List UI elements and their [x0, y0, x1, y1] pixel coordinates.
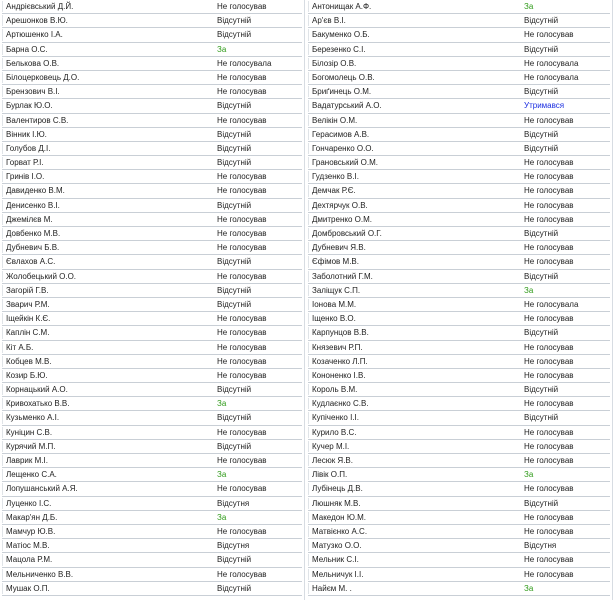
deputy-vote-row	[2, 383, 302, 397]
deputy-name[interactable]: Дубневич Я.В.	[312, 243, 366, 253]
vote-result: Не голосував	[217, 229, 267, 238]
vote-result: Не голосувала	[524, 299, 579, 309]
deputy-name[interactable]: Домбровський О.Г.	[312, 229, 382, 238]
deputy-name[interactable]: Мельничук І.І.	[312, 569, 364, 579]
vote-result: Не голосував	[217, 172, 267, 182]
deputy-name[interactable]: Заліщук С.П.	[312, 285, 361, 295]
vote-result: Відсутній	[524, 129, 559, 139]
deputy-name[interactable]: Кузьменко А.І.	[6, 413, 60, 423]
deputy-name[interactable]: Македон Ю.М.	[312, 512, 367, 522]
deputy-vote-row	[2, 326, 302, 340]
deputy-name[interactable]: Євлахов А.С.	[6, 257, 56, 267]
deputy-name[interactable]: Велікін О.М.	[312, 115, 358, 125]
deputy-vote-row	[308, 14, 610, 28]
deputy-name[interactable]: Бурлак Ю.О.	[6, 101, 53, 111]
deputy-vote-row	[308, 326, 610, 340]
deputy-name[interactable]: Жолобецький О.О.	[6, 271, 77, 281]
deputy-vote-row	[2, 355, 302, 369]
vote-result: Відсутня	[524, 541, 557, 551]
deputy-vote-row	[2, 482, 302, 496]
deputy-name[interactable]: Довбенко М.В.	[6, 229, 61, 238]
deputy-vote-row	[308, 582, 610, 596]
left-vote-column	[2, 0, 302, 596]
deputy-vote-row	[308, 170, 610, 184]
deputy-name[interactable]: Мельниченко В.В.	[6, 569, 74, 579]
deputy-name[interactable]: Андрієвський Д.Й.	[6, 2, 74, 11]
deputy-vote-row	[2, 426, 302, 440]
deputy-name[interactable]: Богомолець О.В.	[312, 72, 375, 82]
deputy-name[interactable]: Кононенко І.В.	[312, 370, 366, 380]
deputy-name[interactable]: Гончаренко О.О.	[312, 143, 374, 153]
deputy-vote-row	[308, 28, 610, 42]
vote-result: Відсутній	[217, 441, 252, 451]
deputy-name[interactable]: Мамчур Ю.В.	[6, 526, 56, 536]
deputy-name[interactable]: Демчак Р.Є.	[312, 186, 356, 196]
vote-result: За	[217, 470, 227, 480]
vote-result: Не голосував	[524, 172, 574, 182]
vote-result: Не голосував	[524, 484, 574, 494]
vote-result: Не голосував	[217, 484, 267, 494]
deputy-name[interactable]: Козир Б.Ю.	[6, 370, 48, 380]
vote-result: Відсутній	[524, 143, 559, 153]
deputy-vote-row	[2, 582, 302, 596]
deputy-vote-row	[308, 57, 610, 71]
deputy-vote-row	[308, 270, 610, 284]
deputy-name[interactable]: Каплін С.М.	[6, 328, 50, 338]
deputy-name[interactable]: Лопушанський А.Я.	[6, 484, 78, 494]
vote-result: За	[524, 285, 534, 295]
vote-result: Відсутній	[217, 583, 252, 593]
vote-result: Відсутній	[217, 385, 252, 395]
deputy-name[interactable]: Голубов Д.І.	[6, 143, 51, 153]
deputy-vote-row	[308, 128, 610, 142]
vote-result: Не голосувала	[524, 58, 579, 68]
deputy-name[interactable]: Карпунцов В.В.	[312, 328, 369, 338]
deputy-vote-row	[2, 0, 302, 14]
vote-result: Не голосував	[217, 526, 267, 536]
vote-result: За	[217, 44, 227, 54]
table-right-border	[612, 0, 613, 600]
deputy-name[interactable]: Джемілєв М.	[6, 214, 53, 224]
deputy-name[interactable]: Куніцин С.В.	[6, 427, 53, 437]
vote-result: Відсутній	[524, 87, 559, 97]
deputy-name[interactable]: Герасимов А.В.	[312, 129, 370, 139]
deputy-name[interactable]: Корнацький А.О.	[6, 385, 68, 395]
deputy-vote-row	[308, 284, 610, 298]
deputy-vote-row	[2, 440, 302, 454]
deputy-vote-row	[308, 568, 610, 582]
vote-result: Відсутній	[217, 101, 252, 111]
deputy-vote-row	[308, 85, 610, 99]
vote-result: Не голосував	[524, 526, 574, 536]
vote-result: Не голосував	[217, 186, 267, 196]
deputy-name[interactable]: Король В.М.	[312, 385, 358, 395]
deputy-name[interactable]: Луценко І.С.	[6, 498, 52, 508]
vote-result: Не голосував	[217, 370, 267, 380]
deputy-name[interactable]: Іщейкін К.Є.	[6, 314, 51, 324]
column-divider	[304, 0, 305, 600]
deputy-vote-row	[2, 255, 302, 269]
vote-result: За	[524, 583, 534, 593]
deputy-name[interactable]: Люшняк М.В.	[312, 498, 361, 508]
vote-result: Відсутня	[217, 498, 250, 508]
deputy-vote-row	[308, 199, 610, 213]
deputy-vote-row	[308, 511, 610, 525]
deputy-vote-row	[2, 28, 302, 42]
vote-result: Не голосував	[524, 200, 574, 210]
vote-result: Не голосував	[524, 555, 574, 565]
deputy-vote-row	[308, 553, 610, 567]
vote-result: Відсутній	[217, 129, 252, 139]
vote-result: Відсутня	[217, 541, 250, 551]
deputy-vote-row	[2, 369, 302, 383]
vote-result: Не голосував	[524, 441, 574, 451]
vote-result: Не голосував	[217, 87, 267, 97]
deputy-vote-row	[308, 426, 610, 440]
deputy-vote-row	[2, 454, 302, 468]
deputy-vote-row	[308, 213, 610, 227]
vote-result: Відсутній	[524, 16, 559, 26]
deputy-vote-row	[2, 128, 302, 142]
deputy-name[interactable]: Лещенко С.А.	[6, 470, 57, 480]
deputy-vote-row	[2, 14, 302, 28]
vote-result: Не голосував	[217, 314, 267, 324]
deputy-name[interactable]: Валентиров С.В.	[6, 115, 69, 125]
deputy-vote-row	[308, 497, 610, 511]
deputy-name[interactable]: Брензович В.І.	[6, 87, 60, 97]
deputy-vote-row	[308, 241, 610, 255]
deputy-vote-row	[308, 383, 610, 397]
vote-result: Не голосував	[217, 72, 267, 82]
deputy-name[interactable]: Лесюк Я.В.	[312, 456, 353, 465]
deputy-name[interactable]: Дубневич Б.В.	[6, 243, 60, 253]
deputy-vote-row	[308, 341, 610, 355]
vote-result: Не голосував	[217, 328, 267, 338]
vote-result: Не голосував	[217, 214, 267, 224]
vote-result: Не голосував	[524, 30, 574, 40]
deputy-vote-row	[308, 156, 610, 170]
deputy-vote-row	[2, 553, 302, 567]
deputy-name[interactable]: Кривохатько В.В.	[6, 399, 70, 409]
deputy-name[interactable]: Мацола Р.М.	[6, 555, 53, 565]
vote-result: Не голосував	[217, 2, 267, 11]
vote-result: Відсутній	[524, 498, 559, 508]
deputy-vote-row	[2, 43, 302, 57]
vote-result: Відсутній	[524, 229, 559, 238]
vote-result: За	[217, 399, 227, 409]
deputy-vote-row	[2, 511, 302, 525]
vote-result: Не голосував	[524, 186, 574, 196]
deputy-vote-row	[308, 482, 610, 496]
vote-result: Відсутній	[217, 299, 252, 309]
deputy-vote-row	[2, 497, 302, 511]
vote-result: За	[217, 512, 227, 522]
deputy-vote-row	[2, 341, 302, 355]
deputy-vote-row	[308, 525, 610, 539]
deputy-name[interactable]: Макар'ян Д.Б.	[6, 512, 58, 522]
vote-result: Не голосував	[524, 257, 574, 267]
deputy-name[interactable]: Мушак О.П.	[6, 583, 50, 593]
deputy-name[interactable]: Іонова М.М.	[312, 299, 357, 309]
vote-result: За	[524, 470, 534, 480]
deputy-vote-row	[2, 114, 302, 128]
deputy-name[interactable]: Белькова О.В.	[6, 58, 60, 68]
vote-result: Відсутній	[217, 16, 252, 26]
vote-result: Не голосував	[217, 271, 267, 281]
vote-result: Не голосував	[217, 427, 267, 437]
vote-result: Не голосував	[524, 399, 574, 409]
deputy-name[interactable]: Бриґинець О.М.	[312, 87, 372, 97]
deputy-vote-row	[2, 213, 302, 227]
deputy-vote-row	[308, 411, 610, 425]
deputy-name[interactable]: Іщенко В.О.	[312, 314, 356, 324]
deputy-vote-row	[308, 43, 610, 57]
deputy-name[interactable]: Горват Р.І.	[6, 158, 44, 168]
vote-result: Не голосував	[524, 214, 574, 224]
deputy-name[interactable]: Артюшенко І.А.	[6, 30, 63, 40]
deputy-name[interactable]: Березенко С.І.	[312, 44, 366, 54]
vote-result: Не голосував	[217, 356, 267, 366]
deputy-name[interactable]: Антонищак А.Ф.	[312, 2, 372, 11]
vote-result: Відсутній	[217, 413, 252, 423]
deputy-name[interactable]: Лаврик М.І.	[6, 456, 48, 465]
vote-result: Не голосував	[524, 427, 574, 437]
deputy-vote-row	[2, 142, 302, 156]
deputy-vote-row	[308, 397, 610, 411]
deputy-name[interactable]: Матіос М.В.	[6, 541, 50, 551]
deputy-name[interactable]: Бакуменко О.Б.	[312, 30, 370, 40]
deputy-name[interactable]: Зварич Р.М.	[6, 299, 50, 309]
deputy-vote-row	[308, 454, 610, 468]
vote-result: Не голосував	[524, 243, 574, 253]
vote-result: Не голосував	[217, 456, 267, 465]
deputy-name[interactable]: Гудзенко В.І.	[312, 172, 359, 182]
deputy-vote-row	[2, 468, 302, 482]
deputy-vote-row	[308, 298, 610, 312]
deputy-name[interactable]: Арешонков В.Ю.	[6, 16, 68, 26]
vote-result: Не голосувала	[524, 72, 579, 82]
deputy-name[interactable]: Князевич Р.П.	[312, 342, 363, 352]
vote-result: Відсутній	[217, 143, 252, 153]
vote-result: Не голосував	[524, 158, 574, 168]
deputy-vote-row	[2, 156, 302, 170]
deputy-name[interactable]: Білоцерковець Д.О.	[6, 72, 80, 82]
deputy-vote-row	[308, 539, 610, 553]
vote-result: Не голосував	[217, 115, 267, 125]
deputy-name[interactable]: Давиденко В.М.	[6, 186, 65, 196]
vote-result: Відсутній	[217, 257, 252, 267]
deputy-vote-row	[2, 284, 302, 298]
deputy-vote-row	[308, 468, 610, 482]
deputy-vote-row	[308, 0, 610, 14]
deputy-name[interactable]: Мельник С.І.	[312, 555, 359, 565]
vote-result: Відсутній	[524, 44, 559, 54]
deputy-name[interactable]: Козаченко Л.П.	[312, 356, 368, 366]
vote-result: Відсутній	[524, 385, 559, 395]
deputy-vote-row	[308, 99, 610, 113]
deputy-name[interactable]: Найєм М. .	[312, 583, 352, 593]
deputy-vote-row	[308, 71, 610, 85]
deputy-name[interactable]: Денисенко В.І.	[6, 200, 60, 210]
deputy-vote-row	[308, 355, 610, 369]
deputy-vote-row	[2, 397, 302, 411]
deputy-vote-row	[2, 184, 302, 198]
vote-result: Не голосував	[524, 456, 574, 465]
deputy-vote-row	[2, 411, 302, 425]
deputy-vote-row	[2, 57, 302, 71]
deputy-name[interactable]: Дехтярчук О.В.	[312, 200, 368, 210]
deputy-name[interactable]: Гринів І.О.	[6, 172, 45, 182]
deputy-name[interactable]: Дмитренко О.М.	[312, 214, 372, 224]
deputy-vote-row	[2, 312, 302, 326]
vote-result: За	[524, 2, 534, 11]
deputy-name[interactable]: Грановський О.М.	[312, 158, 378, 168]
vote-result: Відсутній	[524, 328, 559, 338]
deputy-vote-row	[2, 525, 302, 539]
deputy-name[interactable]: Єфімов М.В.	[312, 257, 359, 267]
vote-result: Відсутній	[217, 158, 252, 168]
deputy-vote-row	[308, 369, 610, 383]
deputy-vote-row	[2, 85, 302, 99]
deputy-vote-row	[2, 298, 302, 312]
vote-result: Не голосував	[524, 356, 574, 366]
vote-result: Відсутній	[524, 271, 559, 281]
deputy-name[interactable]: Курячий М.П.	[6, 441, 56, 451]
vote-result: Не голосував	[217, 243, 267, 253]
deputy-name[interactable]: Барна О.С.	[6, 44, 48, 54]
deputy-vote-row	[2, 170, 302, 184]
vote-result: Відсутній	[217, 200, 252, 210]
vote-result: Відсутній	[217, 30, 252, 40]
vote-result: Не голосував	[524, 342, 574, 352]
deputy-vote-row	[2, 199, 302, 213]
deputy-name[interactable]: Матузко О.О.	[312, 541, 362, 551]
deputy-name[interactable]: Ар'єв В.І.	[312, 16, 346, 26]
deputy-name[interactable]: Білозір О.В.	[312, 58, 357, 68]
deputy-name[interactable]: Кобцев М.В.	[6, 356, 52, 366]
vote-result: Відсутній	[217, 555, 252, 565]
deputy-name[interactable]: Кучер М.І.	[312, 441, 350, 451]
vote-result: Відсутній	[524, 413, 559, 423]
vote-result: Не голосував	[524, 314, 574, 324]
deputy-name[interactable]: Кудлаєнко С.В.	[312, 399, 369, 409]
deputy-name[interactable]: Лівік О.П.	[312, 470, 348, 480]
vote-result: Відсутній	[217, 285, 252, 295]
vote-result: Не голосував	[524, 370, 574, 380]
vote-result: Не голосувала	[217, 58, 272, 68]
vote-result: Не голосував	[217, 342, 267, 352]
vote-result: Утримався	[524, 101, 565, 111]
vote-result: Не голосував	[524, 569, 574, 579]
deputy-vote-row	[308, 440, 610, 454]
deputy-vote-row	[2, 270, 302, 284]
deputy-vote-row	[2, 227, 302, 241]
deputy-name[interactable]: Купіченко І.І.	[312, 413, 359, 423]
deputy-vote-row	[308, 312, 610, 326]
deputy-vote-row	[2, 241, 302, 255]
deputy-name[interactable]: Вадатурський А.О.	[312, 101, 382, 111]
deputy-vote-row	[2, 539, 302, 553]
deputy-name[interactable]: Загорій Г.В.	[6, 285, 49, 295]
vote-result: Не голосував	[524, 115, 574, 125]
deputy-vote-row	[308, 227, 610, 241]
deputy-vote-row	[308, 142, 610, 156]
deputy-name[interactable]: Лубінець Д.В.	[312, 484, 363, 494]
deputy-vote-row	[308, 114, 610, 128]
deputy-vote-row	[2, 99, 302, 113]
deputy-name[interactable]: Вінник І.Ю.	[6, 129, 47, 139]
vote-result: Не голосував	[217, 569, 267, 579]
deputy-vote-row	[308, 255, 610, 269]
deputy-vote-row	[2, 71, 302, 85]
right-vote-column	[308, 0, 610, 596]
deputy-vote-row	[308, 184, 610, 198]
deputy-name[interactable]: Заболотний Г.М.	[312, 271, 373, 281]
deputy-name[interactable]: Курило В.С.	[312, 427, 357, 437]
deputy-vote-row	[2, 568, 302, 582]
deputy-name[interactable]: Матвієнко А.С.	[312, 526, 368, 536]
vote-result: Не голосував	[524, 512, 574, 522]
deputy-name[interactable]: Кіт А.Б.	[6, 342, 34, 352]
